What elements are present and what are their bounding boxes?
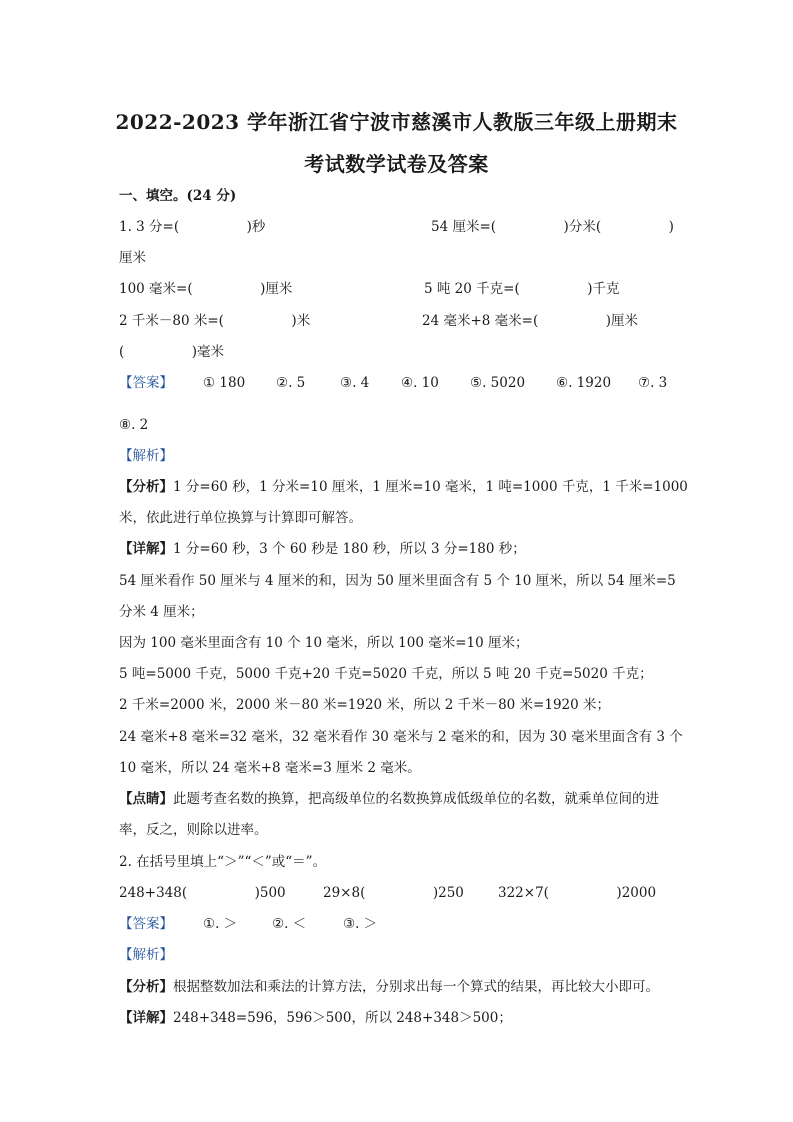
q1-fenxi-line1 <box>119 478 688 496</box>
fenxi-text: 1 分=60 秒，1 分米=10 厘米，1 厘米=10 毫米，1 吨=1000 千克，1 千米=1000 <box>173 479 688 495</box>
q1-item-a: 1. 3 分=( )秒 <box>119 219 266 235</box>
q1-answer-8: ⑧. 2 <box>119 417 149 433</box>
xiangjie-tag: 【详解】 <box>119 541 173 557</box>
q2-analysis-tag: 【解析】 <box>119 947 173 963</box>
q1-dianjing-line2: 率，反之，则除以进率。 <box>119 822 268 838</box>
document-title-line1: 2022-2023 学年浙江省宁波市慈溪市人教版三年级上册期末 <box>115 110 678 134</box>
q2-stem: 2. 在括号里填上“＞”“＜”或“＝”。 <box>119 854 327 870</box>
q1-answer-1: ① 180 <box>203 375 246 391</box>
q2-answer-3: ③. ＞ <box>343 916 378 932</box>
xiangjie-tag: 【详解】 <box>119 1010 173 1026</box>
q1-answer-4: ④. 10 <box>401 375 439 391</box>
q1-xiangjie-line2: 54 厘米看作 50 厘米与 4 厘米的和，因为 50 厘米里面含有 5 个 10 厘米，所以 54 厘米=5 <box>119 573 676 589</box>
q1-xiangjie-line1 <box>119 540 526 558</box>
q1-xiangjie-line5: 5 吨=5000 千克，5000 千克+20 千克=5020 千克，所以 5 吨 20 千克=5020 千克； <box>119 666 653 682</box>
fenxi-tag: 【分析】 <box>119 479 173 495</box>
q2-xiangjie-line1 <box>119 1009 512 1027</box>
q1-item-b-unit: 厘米 <box>119 250 146 266</box>
q1-xiangjie-line7: 24 毫米+8 毫米=32 毫米，32 毫米看作 30 毫米与 2 毫米的和，因为 30 毫米里面含有 3 个 <box>119 729 683 745</box>
xiangjie-text: 248+348=596，596＞500，所以 248+348＞500； <box>173 1010 512 1026</box>
q1-xiangjie-line3: 分米 4 厘米； <box>119 604 204 620</box>
q2-fenxi-line1 <box>119 978 659 996</box>
q2-answer-tag: 【答案】 <box>119 916 173 932</box>
q1-item-d: 100 毫米=( )厘米 <box>119 281 293 297</box>
q1-answer-7: ⑦. 3 <box>638 375 668 391</box>
q2-answer-1: ①. ＞ <box>203 916 238 932</box>
q1-item-f: 2 千米－80 米=( )米 <box>119 313 311 329</box>
q2-item-c: 322×7( )2000 <box>498 885 657 901</box>
q1-xiangjie-line8: 10 毫米，所以 24 毫米+8 毫米=3 厘米 2 毫米。 <box>119 760 421 776</box>
q1-item-h: ( )毫米 <box>119 344 225 360</box>
dianjing-text: 此题考查名数的换算，把高级单位的名数换算成低级单位的名数，就乘单位间的进 <box>173 791 659 807</box>
q1-item-b: 54 厘米=( )分米( ) <box>431 219 674 235</box>
q1-answer-tag: 【答案】 <box>119 375 173 391</box>
q2-item-a: 248+348( )500 <box>119 885 286 901</box>
q1-item-g: 24 毫米+8 毫米=( )厘米 <box>422 313 639 329</box>
q1-analysis-tag: 【解析】 <box>119 448 173 464</box>
q1-answer-6: ⑥. 1920 <box>556 375 612 391</box>
document-title-line2: 考试数学试卷及答案 <box>304 152 489 176</box>
q1-answer-5: ⑤. 5020 <box>470 375 526 391</box>
fenxi-text: 根据整数加法和乘法的计算方法，分别求出每一个算式的结果，再比较大小即可。 <box>173 979 659 995</box>
q2-item-b: 29×8( )250 <box>323 885 464 901</box>
xiangjie-text: 1 分=60 秒，3 个 60 秒是 180 秒，所以 3 分=180 秒； <box>173 541 526 557</box>
q1-xiangjie-line4: 因为 100 毫米里面含有 10 个 10 毫米，所以 100 毫米=10 厘米； <box>119 635 529 651</box>
dianjing-tag: 【点睛】 <box>119 791 173 807</box>
fenxi-tag: 【分析】 <box>119 979 173 995</box>
q2-answer-2: ②. ＜ <box>272 916 307 932</box>
section-heading: 一、填空。(24 分) <box>119 188 237 204</box>
q1-fenxi-line2: 米，依此进行单位换算与计算即可解答。 <box>119 510 362 526</box>
q1-answer-2: ②. 5 <box>276 375 306 391</box>
q1-xiangjie-line6: 2 千米=2000 米，2000 米－80 米=1920 米，所以 2 千米－80 米=1920 米； <box>119 697 611 713</box>
q1-item-e: 5 吨 20 千克=( )千克 <box>424 281 620 297</box>
q1-dianjing-line1 <box>119 790 659 808</box>
q1-answer-3: ③. 4 <box>340 375 370 391</box>
